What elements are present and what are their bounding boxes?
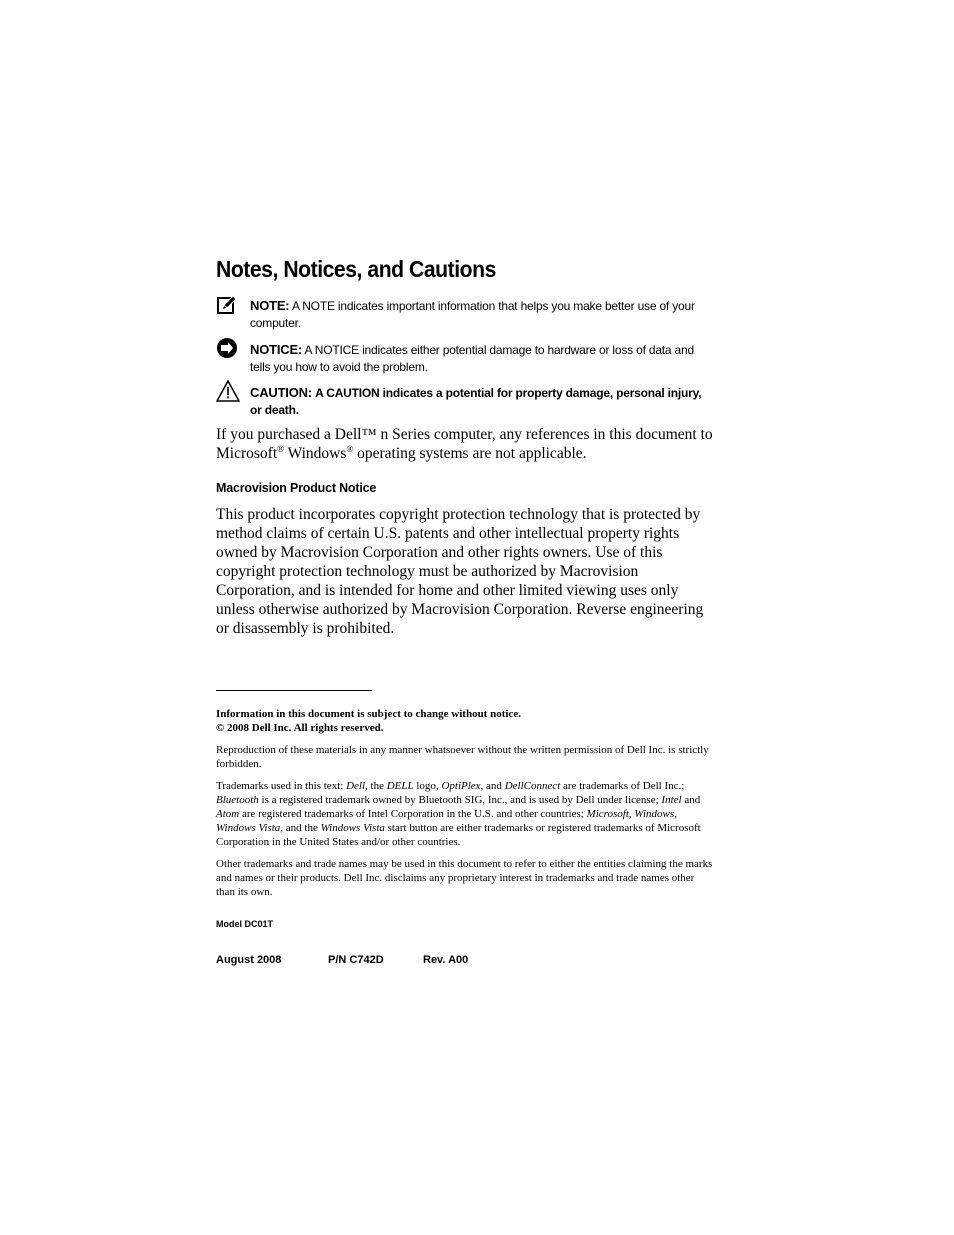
intro-text-2: Windows <box>283 445 347 462</box>
reproduction-paragraph: Reproduction of these materials in any manner whatsoever without the written permission of Dell Inc. is strictly forbidden. <box>216 744 709 770</box>
tm-microsoft: Microsoft <box>586 808 629 820</box>
tm-optiplex: OptiPlex <box>441 780 481 792</box>
tm-text: and <box>681 794 701 806</box>
page-title: Notes, Notices, and Cautions <box>216 256 496 282</box>
tm-text: Trademarks used in this text: <box>216 780 347 792</box>
notice-text: A NOTICE indicates either potential damage to hardware or loss of data and tells you how to avoid the problem. <box>250 343 694 374</box>
tm-text: , <box>628 808 635 820</box>
footer-part-number: P/N C742D <box>328 954 384 966</box>
tm-text: is a registered trademark owned by Bluetooth SIG, Inc., and is used by Dell under license; <box>258 794 662 806</box>
tm-text: , <box>674 808 677 820</box>
footnote-divider <box>216 690 372 691</box>
legal-notice <box>216 707 716 735</box>
tm-windows-vista: Windows Vista <box>216 822 281 834</box>
section-heading: Macrovision Product Notice <box>216 481 377 495</box>
note-pencil-icon <box>216 294 238 316</box>
tm-text: logo, <box>413 780 442 792</box>
tm-text: are registered trademarks of Intel Corporation in the U.S. and other countries; <box>239 808 587 820</box>
legal-line-1: Information in this document is subject to change without notice. <box>216 708 521 720</box>
tm-text: , the <box>365 780 387 792</box>
intro-text-1: If you purchased a Dell™ n Series computer, any references in this document to Microsoft <box>216 426 713 462</box>
tm-text: are trademarks of Dell Inc.; <box>560 780 685 792</box>
footer-revision: Rev. A00 <box>423 954 469 966</box>
caution-label: CAUTION: <box>250 385 312 400</box>
tm-bluetooth: Bluetooth <box>216 794 259 806</box>
note-text: A NOTE indicates important information that helps you make better use of your computer. <box>250 299 695 330</box>
trademarks-paragraph <box>216 779 716 849</box>
macrovision-paragraph: This product incorporates copyright protection technology that is protected by method claims of certain U.S. patents and other intellectual property rights owned by Macrovision Corporation and other rights owners. Use of this copyright protection technology must be authorized by Macrovision Corporation, and is intended for home and other limited viewing uses only unless otherwise authorized by Macrovision Corporation. Reverse engineering or disassembly is prohibited. <box>216 506 704 637</box>
footer-date: August 2008 <box>216 954 282 966</box>
copyright-line: © 2008 Dell Inc. All rights reserved. <box>216 722 384 734</box>
registered-mark: ® <box>346 443 354 454</box>
tm-dellconnect: DellConnect <box>504 780 561 792</box>
registered-mark: ® <box>277 443 284 454</box>
caution-text: A CAUTION indicates a potential for property damage, personal injury, or death. <box>250 386 702 417</box>
note-label: NOTE: <box>250 298 290 313</box>
tm-windows: Windows <box>634 808 675 820</box>
tm-intel: Intel <box>661 794 682 806</box>
other-trademarks-paragraph: Other trademarks and trade names may be used in this document to refer to either the entities claiming the marks and names or their products. Dell Inc. disclaims any proprietary interest in trademarks and trade names other than its own. <box>216 858 713 898</box>
tm-atom: Atom <box>216 808 240 820</box>
intro-text-3: operating systems are not applicable. <box>353 445 587 462</box>
model-number: Model DC01T <box>216 919 274 929</box>
caution-triangle-icon <box>216 380 238 402</box>
tm-text: , and <box>480 780 505 792</box>
notice-hand-icon <box>216 337 238 359</box>
tm-windows-vista: Windows Vista <box>320 822 385 834</box>
tm-dell: Dell <box>346 780 366 792</box>
tm-text: start button are either trademarks or registered trademarks of Microsoft Corporation in the United States and/or other countries. <box>216 822 701 848</box>
intro-paragraph <box>216 425 716 463</box>
notice-label: NOTICE: <box>250 342 303 357</box>
tm-text: , and the <box>280 822 321 834</box>
tm-dell-logo: DELL <box>386 780 414 792</box>
